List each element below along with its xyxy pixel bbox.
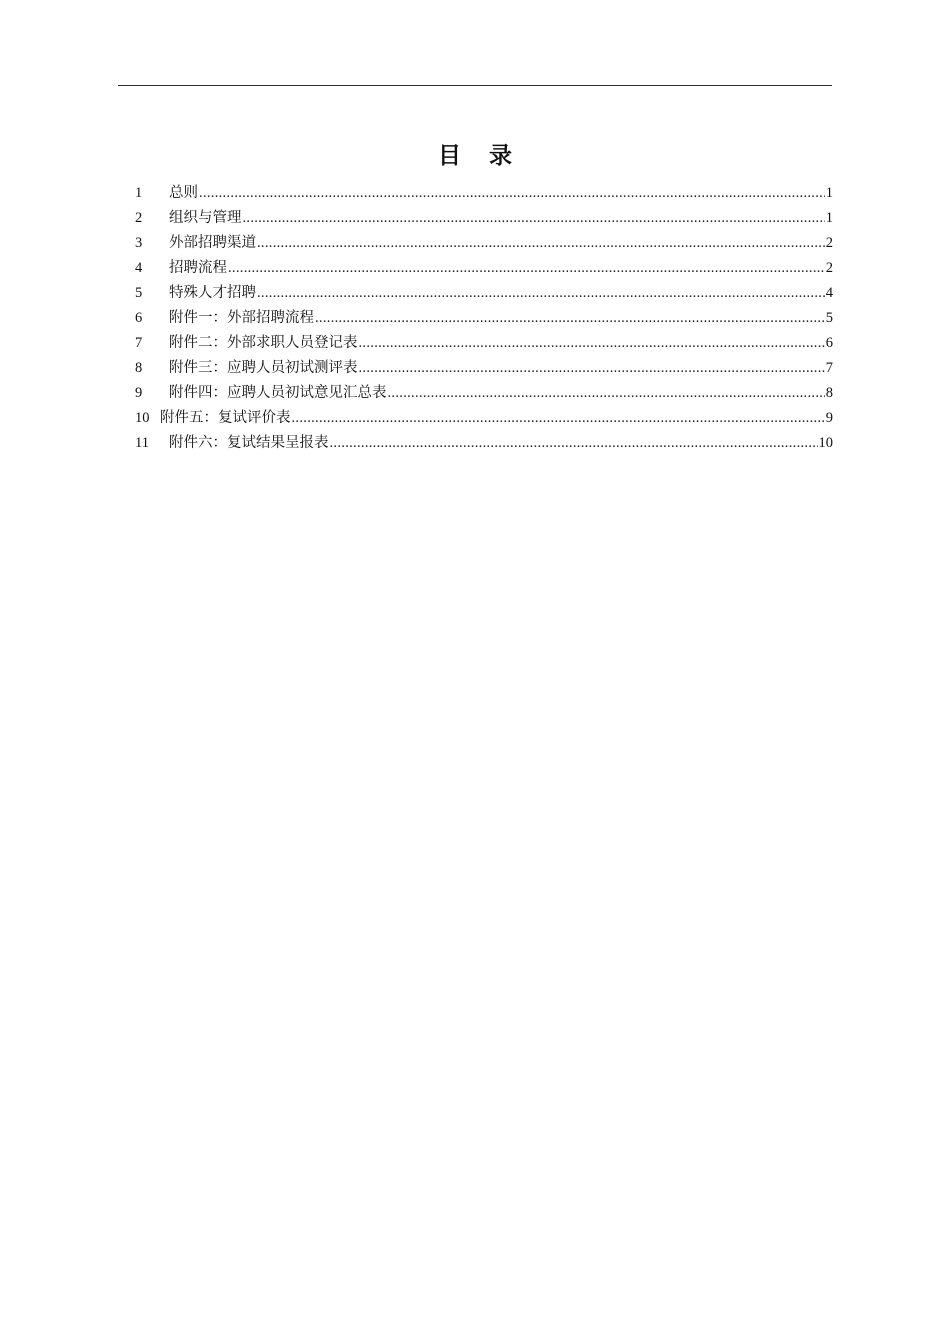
toc-entry-page: 1 <box>825 210 833 226</box>
toc-entry-page: 6 <box>825 335 833 351</box>
toc-entry-number: 9 <box>135 385 143 401</box>
toc-entry-page: 7 <box>825 360 833 376</box>
toc-entry-title: 招聘流程 <box>169 260 227 276</box>
toc-entry-number: 4 <box>135 260 143 276</box>
toc-dot-leader <box>330 431 818 456</box>
toc-dot-leader <box>257 231 825 256</box>
toc-dot-leader <box>199 181 825 206</box>
toc-entry-3[interactable] <box>131 231 833 256</box>
toc-dot-leader <box>359 356 825 381</box>
toc-dot-leader <box>388 381 825 406</box>
toc-dot-leader <box>359 331 825 356</box>
toc-dot-leader <box>243 206 825 231</box>
toc-entry-page: 10 <box>818 435 833 451</box>
toc-title: 目 录 <box>437 143 522 169</box>
toc-entry-title: 附件四：应聘人员初试意见汇总表 <box>169 385 387 401</box>
toc-entry-10[interactable] <box>131 406 833 431</box>
toc-entry-number: 11 <box>135 435 149 451</box>
toc-entry-number: 3 <box>135 235 143 251</box>
toc-entry-page: 1 <box>825 185 833 201</box>
toc-entry-number: 8 <box>135 360 143 376</box>
toc-entry-title: 附件一：外部招聘流程 <box>169 310 314 326</box>
toc-entry-7[interactable] <box>131 331 833 356</box>
toc-entry-4[interactable] <box>131 256 833 281</box>
toc-dot-leader <box>228 256 825 281</box>
toc-entry-title: 附件三：应聘人员初试测评表 <box>169 360 358 376</box>
toc-entry-title: 组织与管理 <box>169 210 242 226</box>
toc-entry-page: 2 <box>825 260 833 276</box>
toc-entry-page: 8 <box>825 385 833 401</box>
toc-entry-title: 附件二：外部求职人员登记表 <box>169 335 358 351</box>
toc-entry-5[interactable] <box>131 281 833 306</box>
toc-entry-title: 总则 <box>169 185 198 201</box>
toc-entry-title: 特殊人才招聘 <box>169 285 256 301</box>
table-of-contents <box>131 181 833 456</box>
toc-entry-number: 5 <box>135 285 143 301</box>
toc-entry-page: 5 <box>825 310 833 326</box>
toc-entry-title: 附件六：复试结果呈报表 <box>169 435 329 451</box>
toc-entry-11[interactable] <box>131 431 833 456</box>
toc-entry-title: 附件五：复试评价表 <box>160 410 291 426</box>
toc-entry-number: 2 <box>135 210 143 226</box>
toc-entry-page: 2 <box>825 235 833 251</box>
toc-entry-title: 外部招聘渠道 <box>169 235 256 251</box>
toc-dot-leader <box>292 406 825 431</box>
toc-entry-2[interactable] <box>131 206 833 231</box>
toc-entry-1[interactable] <box>131 181 833 206</box>
toc-entry-number: 6 <box>135 310 143 326</box>
toc-entry-8[interactable] <box>131 356 833 381</box>
toc-entry-number: 1 <box>135 185 143 201</box>
toc-entry-page: 4 <box>825 285 833 301</box>
header-rule <box>118 85 832 86</box>
toc-dot-leader <box>315 306 825 331</box>
toc-entry-9[interactable] <box>131 381 833 406</box>
toc-entry-page: 9 <box>825 410 833 426</box>
toc-entry-number: 7 <box>135 335 143 351</box>
toc-dot-leader <box>257 281 825 306</box>
toc-entry-6[interactable] <box>131 306 833 331</box>
toc-entry-number: 10 <box>135 410 150 426</box>
